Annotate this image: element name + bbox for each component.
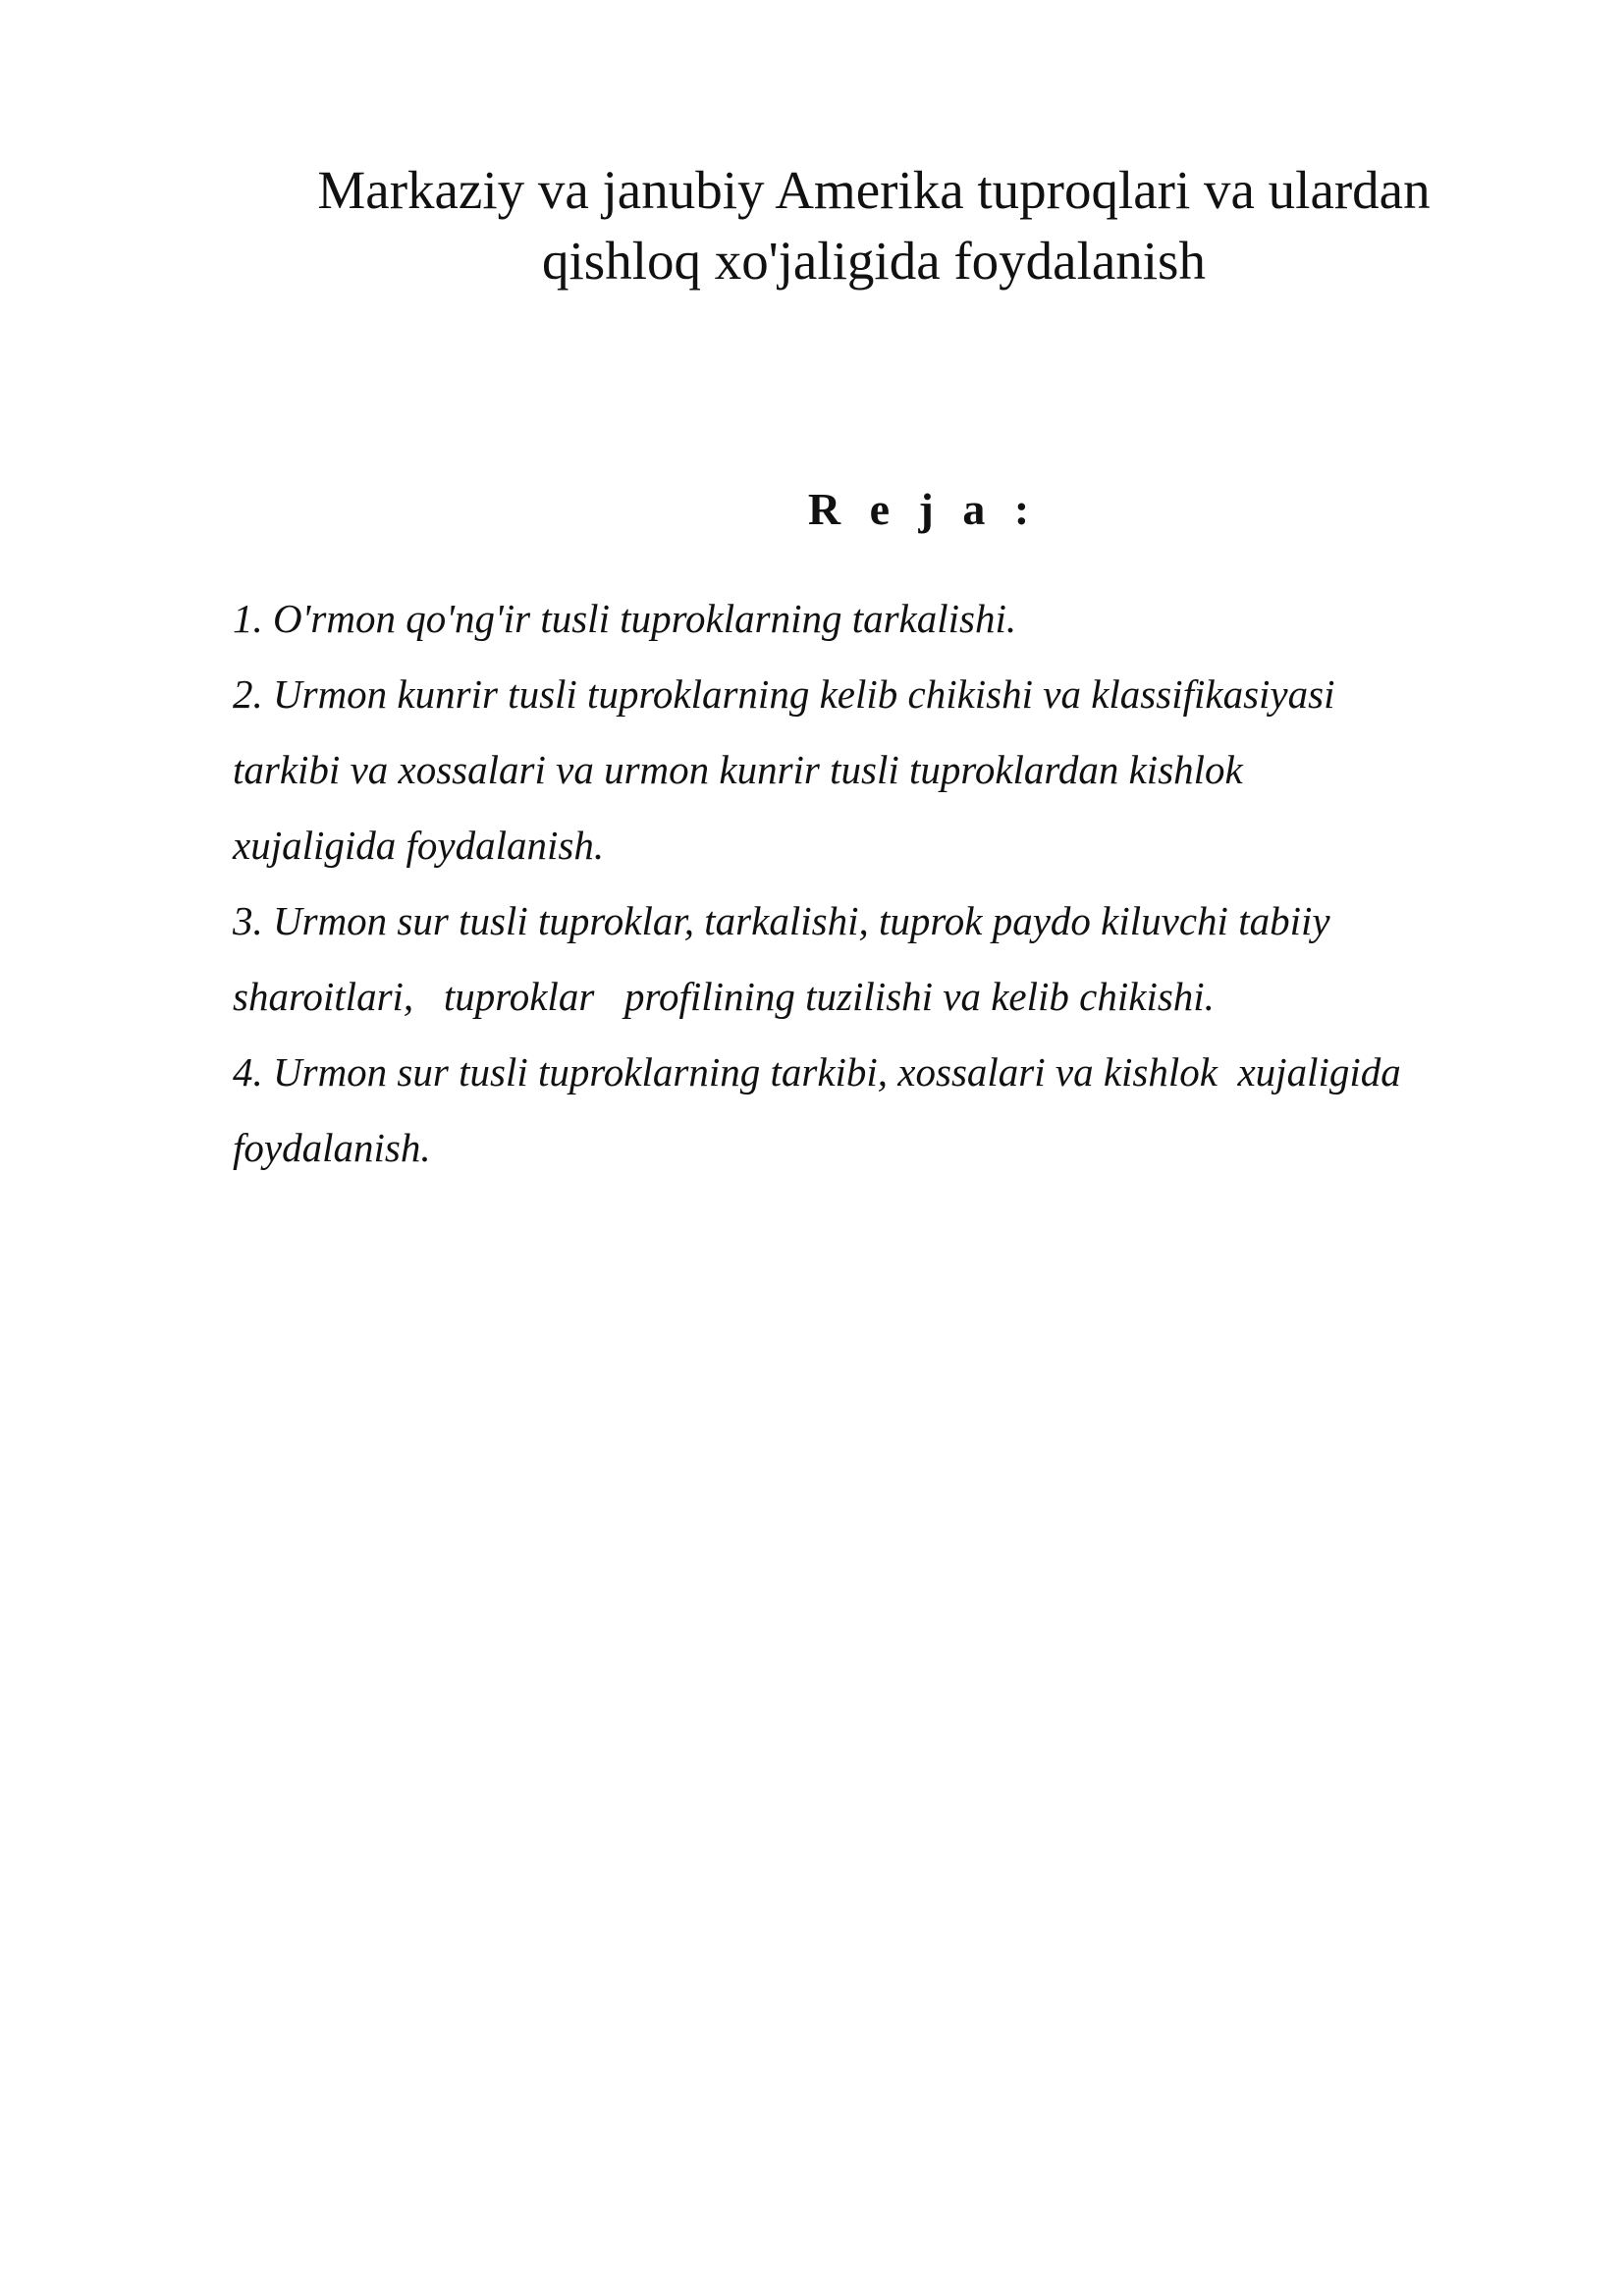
plan-item-3 [233,883,1539,1035]
plan-item-line: 3. Urmon sur tusli tuproklar, tarkalishi, tuprok paydo kiluvchi tabiiy [233,898,1330,943]
plan-list [233,581,1539,1186]
plan-item-line: 1. O'rmon qo'ng'ir tusli tuproklarning tarkalishi. [233,596,1017,641]
plan-item-line: xujaligida foydalanish. [233,823,605,868]
plan-item-2 [233,657,1539,883]
document-title-line: qishloq xo'jaligida foydalanish [542,231,1206,291]
plan-item-line: sharoitlari, tuproklar profilining tuzilishi va kelib chikishi. [233,974,1215,1019]
plan-heading: R e j a : [807,484,1039,534]
plan-item-line: foydalanish. [233,1125,431,1170]
plan-item-4 [233,1035,1539,1186]
plan-item-1 [233,581,1539,657]
plan-item-line: 2. Urmon kunrir tusli tuproklarning kelib chikishi va klassifikasiyasi [233,671,1335,717]
plan-item-line: tarkibi va xossalari va urmon kunrir tusli tuproklardan kishlok [233,747,1243,792]
document-title-line: Markaziy va janubiy Amerika tuproqlari va ulardan [317,160,1431,220]
document-title [196,155,1551,296]
plan-item-line: 4. Urmon sur tusli tuproklarning tarkibi, xossalari va kishlok xujaligida [233,1049,1401,1095]
